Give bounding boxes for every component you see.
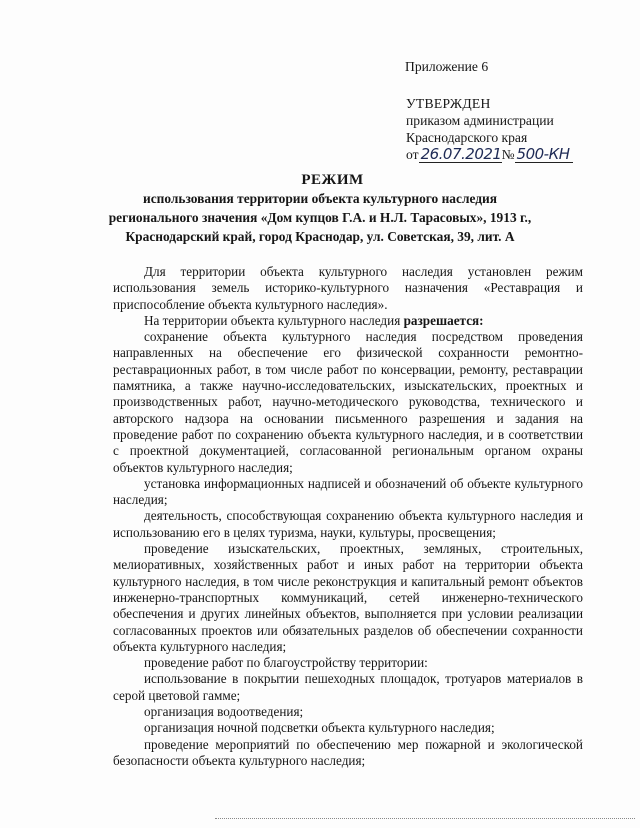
paragraph-safety: проведение мероприятий по обеспечению мер пожарной и экологической безопасности объекта культурного наследия; [113,736,583,768]
page-edge-line [215,818,635,819]
handwritten-date: 26.07.2021 [420,145,502,163]
paragraph-permitted [113,313,583,329]
paragraph-lighting: организация ночной подсветки объекта культурного наследия; [144,720,495,736]
title-line-1: использования территории объекта культурного наследия [143,191,497,206]
from-label: от [406,147,419,162]
approval-region: Краснодарского края [406,130,528,145]
title-line-2: регионального значения «Дом купцов Г.А. и Н.Л. Тарасовых», 1913 г., [108,210,532,225]
approval-issuer: приказом администрации [406,113,554,128]
paragraph-landscaping: проведение работ по благоустройству территории: [144,655,428,671]
approval-date-line [406,146,573,163]
number-sign: № [501,147,515,162]
appendix-label: Приложение 6 [405,59,489,74]
approval-block [406,95,573,163]
permitted-bold: разрешается: [403,312,484,328]
title-line-3: Краснодарский край, город Краснодар, ул. Советская, 39, лит. А [125,229,515,244]
permitted-prefix: На территории объекта культурного наследия [144,312,401,328]
handwritten-number: 500-КН [515,146,573,163]
paragraph-intro: Для территории объекта культурного наследия установлен режим использования земель историко-культурного назначения «Реставрация и приспособление объекта культурного наследия». [113,264,583,312]
paragraph-drainage: организация водоотведения; [144,704,304,720]
document-title [0,172,640,246]
paragraph-paving: использование в покрытии пешеходных площадок, тротуаров материалов в серой цветовой гамме; [113,671,583,703]
title-heading: РЕЖИМ [301,172,364,188]
paragraph-works: проведение изыскательских, проектных, земляных, строительных, мелиоративных, хозяйственных работ и иных работ на территории объекта культурного наследия, в том числе реконструкция и капитальный ремонт объектов инженерно-транспортных коммуникаций, сетей инженерно-технического обеспечения и других линейных объектов, выполняется при условии реализации согласованных проектов или обязательных разделов об обеспечении сохранности объекта культурного наследия; [113,541,583,654]
document-body [113,264,583,769]
paragraph-preservation: сохранение объекта культурного наследия посредством проведения направленных на обеспечение его физической сохранности ремонтно-реставрационных работ, в том числе работ по консервации, ремонту, реставрации памятника, а также научно-исследовательских, изыскательских, проектных и производственных работ, научно-методического руководства, технического и авторского надзора на основании письменного разрешения и задания на проведение работ по сохранению объекта культурного наследия, и в соответствии с проектной документацией, согласованной региональным органом охраны объектов культурного наследия; [113,329,583,475]
approval-heading: УТВЕРЖДЕН [406,96,491,111]
paragraph-activity: деятельность, способствующая сохранению объекта культурного наследия и использованию его в целях туризма, науки, культуры, просвещения; [113,508,583,540]
paragraph-signage: установка информационных надписей и обозначений об объекте культурного наследия; [113,475,583,508]
